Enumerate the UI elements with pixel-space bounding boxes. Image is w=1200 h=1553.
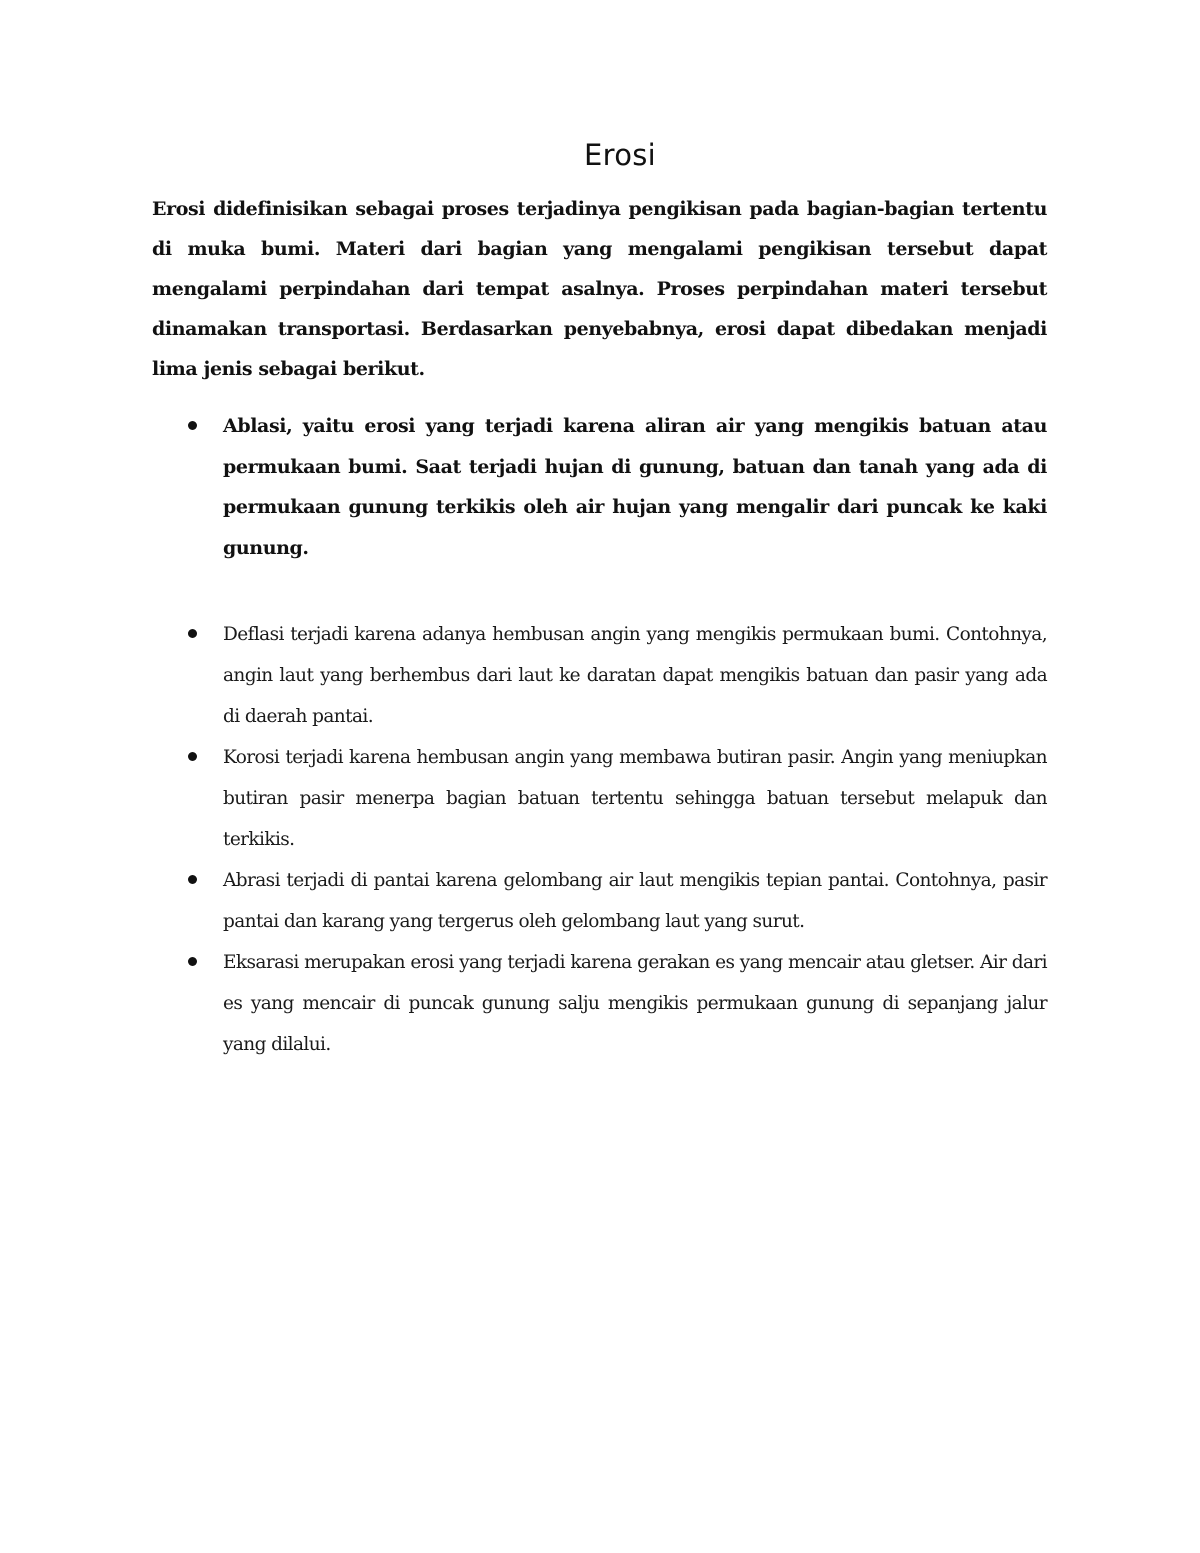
plain-bullet-list (0, 614, 1200, 1065)
bullet-icon (188, 875, 197, 884)
list-item (223, 860, 1047, 942)
bullet-icon (188, 752, 197, 761)
list-item (223, 614, 1047, 737)
list-item-text: Abrasi terjadi di pantai karena gelombang air laut mengikis tepian pantai. Contohnya, pasir pantai dan karang yang tergerus oleh gelombang laut yang surut. (223, 870, 1047, 932)
list-item-text: Ablasi, yaitu erosi yang terjadi karena aliran air yang mengikis batuan atau permukaan bumi. Saat terjadi hujan di gunung, batuan dan tanah yang ada di permukaan gunung terkikis oleh air hujan yang mengalir dari puncak ke kaki gunung. (223, 415, 1047, 559)
list-item (223, 737, 1047, 860)
bullet-icon (188, 629, 197, 638)
list-item (223, 942, 1047, 1065)
bullet-icon (188, 957, 197, 966)
intro-paragraph: Erosi didefinisikan sebagai proses terjadinya pengikisan pada bagian-bagian tertentu di muka bumi. Materi dari bagian yang mengalami pengikisan tersebut dapat mengalami perpindahan dari tempat asalnya. Proses perpindahan materi tersebut dinamakan transportasi. Berdasarkan penyebabnya, erosi dapat dibedakan menjadi lima jenis sebagai berikut. (152, 198, 1047, 380)
list-item-text: Deflasi terjadi karena adanya hembusan angin yang mengikis permukaan bumi. Contohnya, angin laut yang berhembus dari laut ke daratan dapat mengikis batuan dan pasir yang ada di daerah pantai. (223, 624, 1047, 727)
bold-bullet-list (0, 406, 1200, 568)
page-title: Erosi (583, 138, 657, 172)
list-item-text: Eksarasi merupakan erosi yang terjadi karena gerakan es yang mencair atau gletser. Air dari es yang mencair di puncak gunung salju mengikis permukaan gunung di sepanjang jalur yang dilalui. (223, 952, 1047, 1055)
list-item-text: Korosi terjadi karena hembusan angin yang membawa butiran pasir. Angin yang meniupkan butiran pasir menerpa bagian batuan tertentu sehingga batuan tersebut melapuk dan terkikis. (223, 747, 1047, 850)
list-item (223, 406, 1047, 568)
bullet-icon (188, 421, 197, 430)
